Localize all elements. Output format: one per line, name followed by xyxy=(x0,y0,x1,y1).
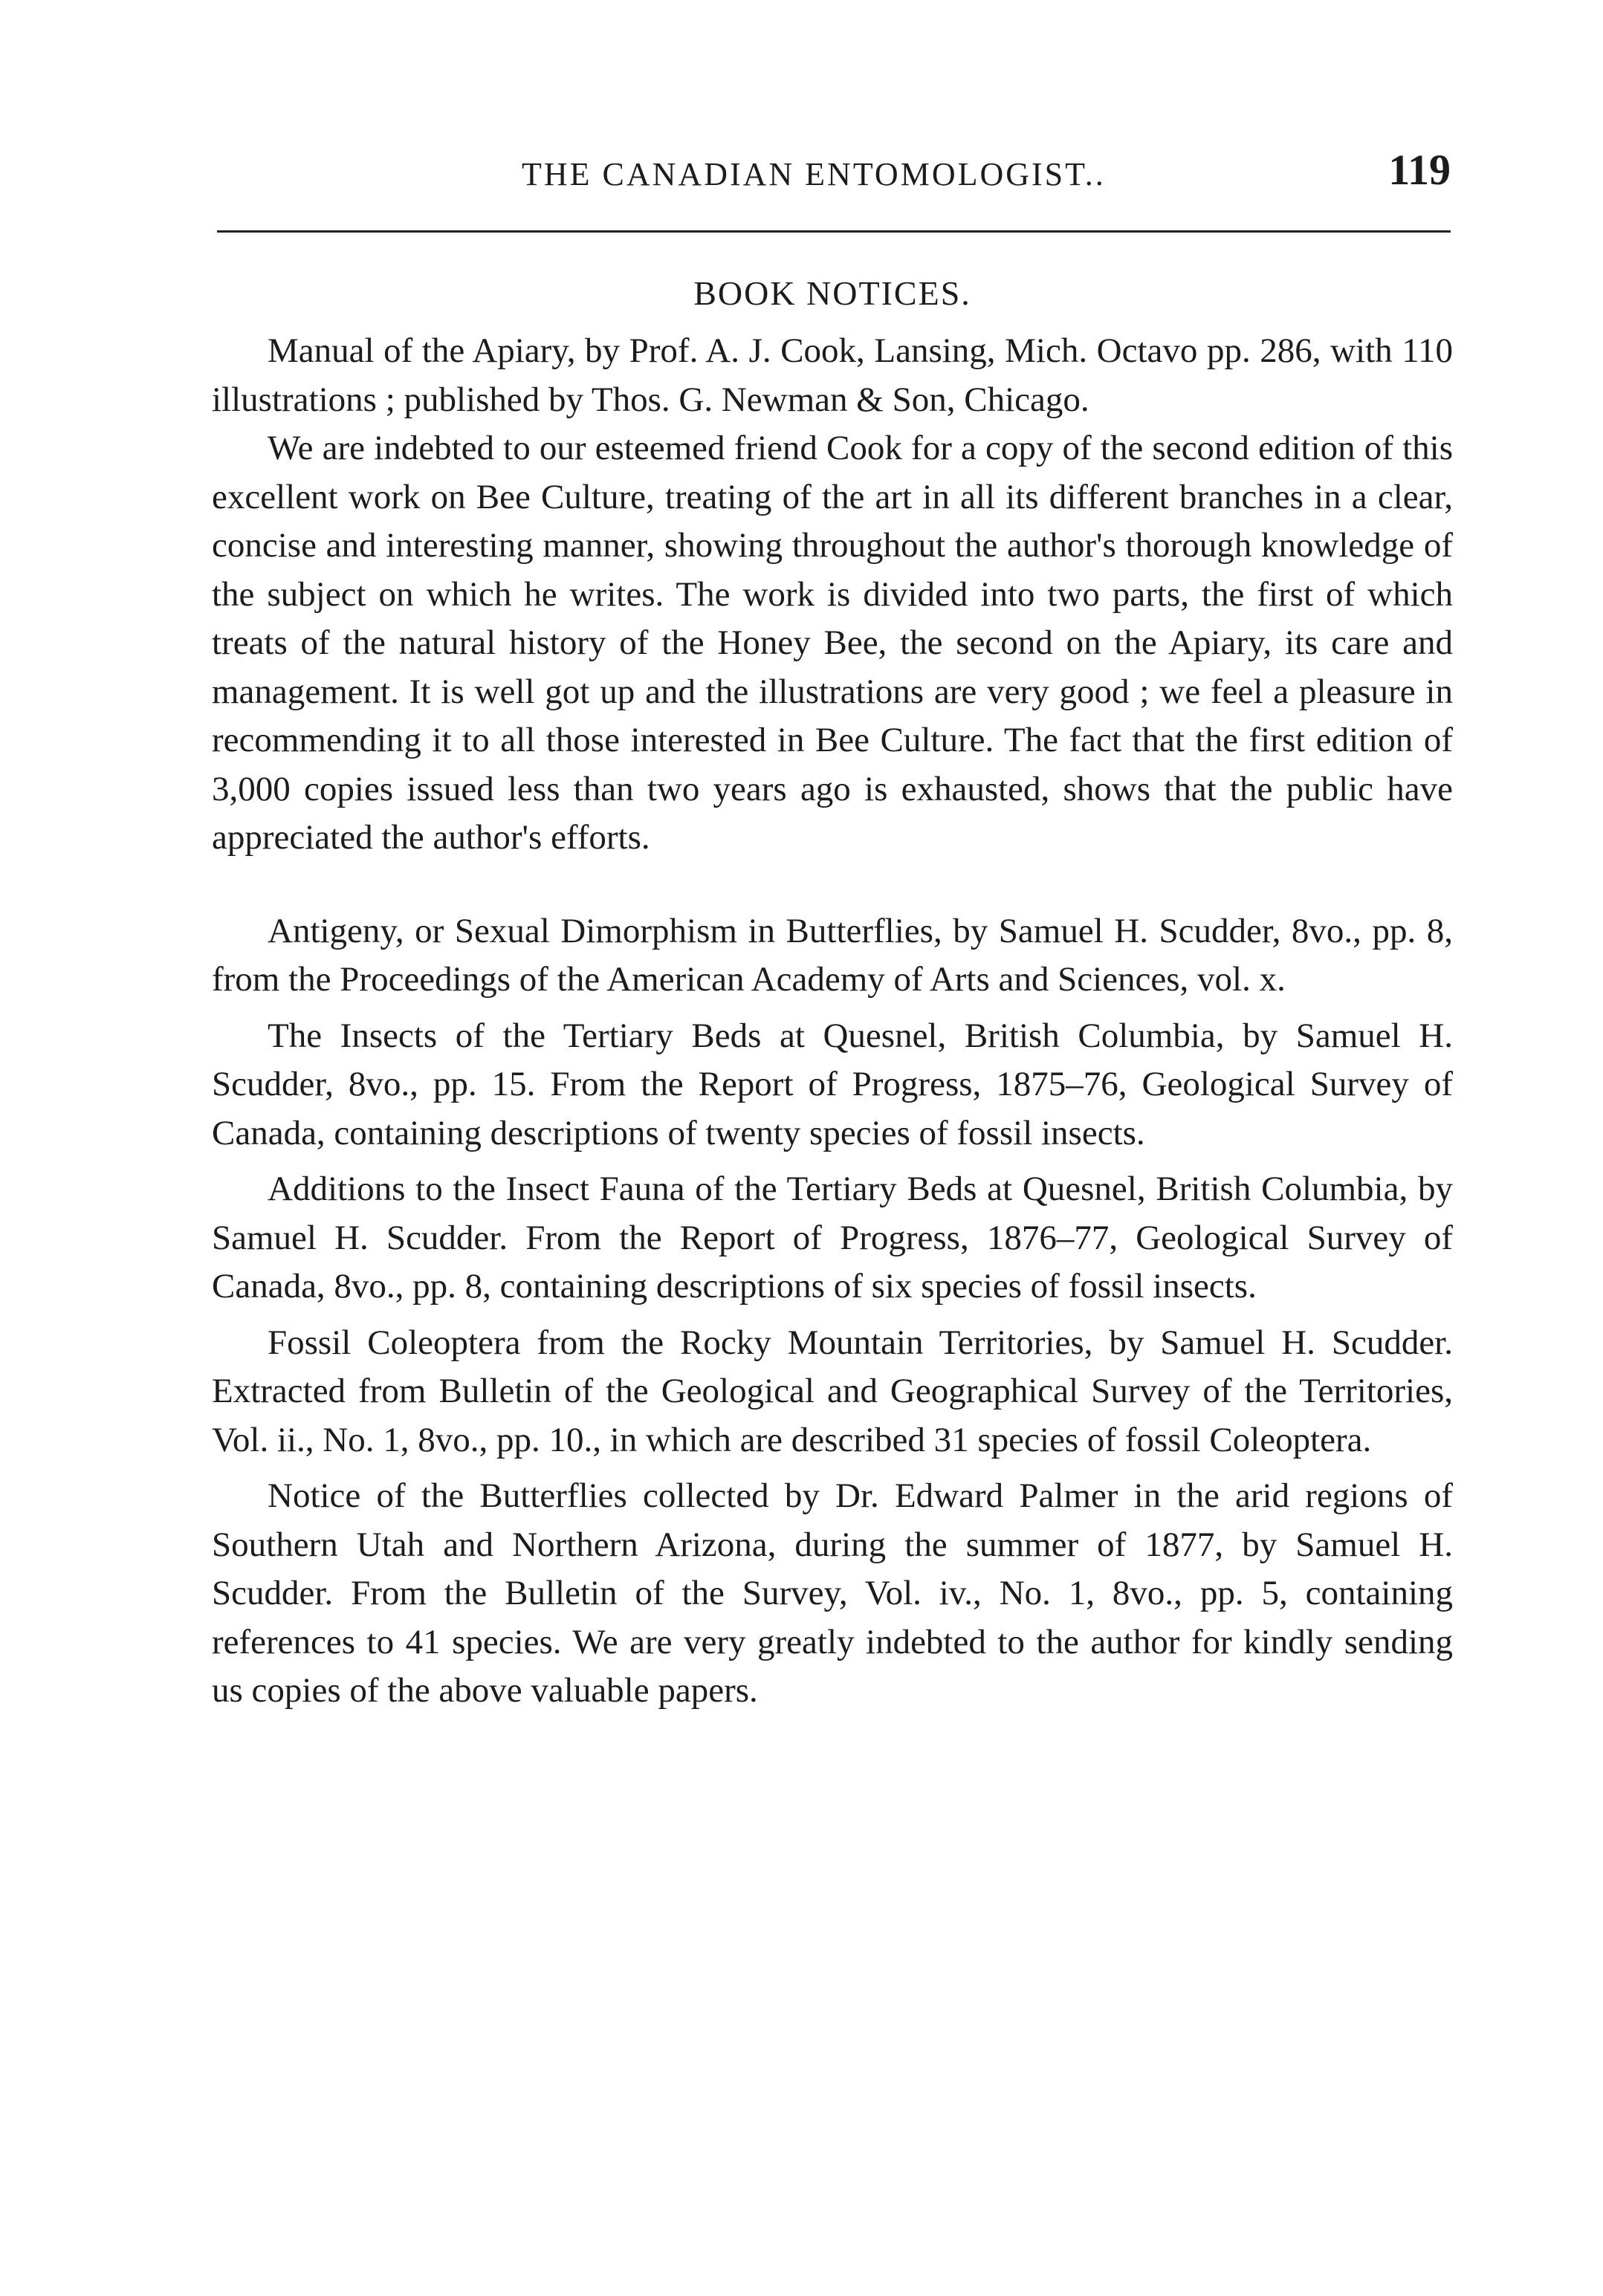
page-number: 119 xyxy=(1388,146,1451,194)
notice-review: We are indebted to our esteemed friend Cook for a copy of the second edition of this excellent work on Bee Culture, treating of the art in all its different branches in a clear, concise and interesting manner, showing throughout the author's thorough knowledge of the subject on which he writes. The work is divided into two parts, the first of which treats of the natural history of the Honey Bee, the second on the Apiary, its care and management. It is well got up and the illustrations are very good ; we feel a pleasure in recommending it to all those interested in Bee Culture. The fact that the first edition of 3,000 copies issued less than two years ago is exhausted, shows that the public have appreciated the author's efforts. xyxy=(212,429,1453,857)
book-notices-section xyxy=(212,267,1453,1716)
notice-item: Notice of the Butterflies collected by Dr. Edward Palmer in the arid regions of Southern Utah and Northern Arizona, during the summer of 1877, by Samuel H. Scudder. From the Bulletin of the Survey, Vol. iv., No. 1, 8vo., pp. 5, containing references to 41 species. We are very greatly indebted to the author for kindly sending us copies of the above valuable papers. xyxy=(212,1476,1453,1710)
running-head xyxy=(217,146,1451,201)
notice-item: Additions to the Insect Fauna of the Tertiary Beds at Quesnel, British Columbia, by Samuel H. Scudder. From the Report of Progress, 1876–77, Geological Survey of Canada, 8vo., pp. 8, containing descriptions of six species of fossil insects. xyxy=(212,1170,1453,1306)
running-title: THE CANADIAN ENTOMOLOGIST.. xyxy=(522,156,1106,192)
header-rule xyxy=(217,230,1451,233)
notice-item: Fossil Coleoptera from the Rocky Mountain Territories, by Samuel H. Scudder. Extracted from Bulletin of the Geological and Geographical Survey of the Territories, Vol. ii., No. 1, 8vo., pp. 10., in which are described 31 species of fossil Coleoptera. xyxy=(212,1323,1453,1459)
section-title: BOOK NOTICES. xyxy=(693,274,971,312)
notice-item: The Insects of the Tertiary Beds at Quesnel, British Columbia, by Samuel H. Scudder, 8vo., pp. 15. From the Report of Progress, 1875–76, Geological Survey of Canada, containing descriptions of twenty species of fossil insects. xyxy=(212,1016,1453,1152)
notice-citation: Manual of the Apiary, by Prof. A. J. Cook, Lansing, Mich. Octavo pp. 286, with 110 illustrations ; published by Thos. G. Newman & Son, Chicago. xyxy=(212,331,1453,419)
notice-item: Antigeny, or Sexual Dimorphism in Butterflies, by Samuel H. Scudder, 8vo., pp. 8, from the Proceedings of the American Academy of Arts and Sciences, vol. x. xyxy=(212,911,1453,999)
spacer xyxy=(212,1158,1453,1165)
spacer xyxy=(212,1311,1453,1319)
spacer xyxy=(212,1005,1453,1012)
spacer xyxy=(212,1465,1453,1472)
spacer xyxy=(212,863,1453,907)
